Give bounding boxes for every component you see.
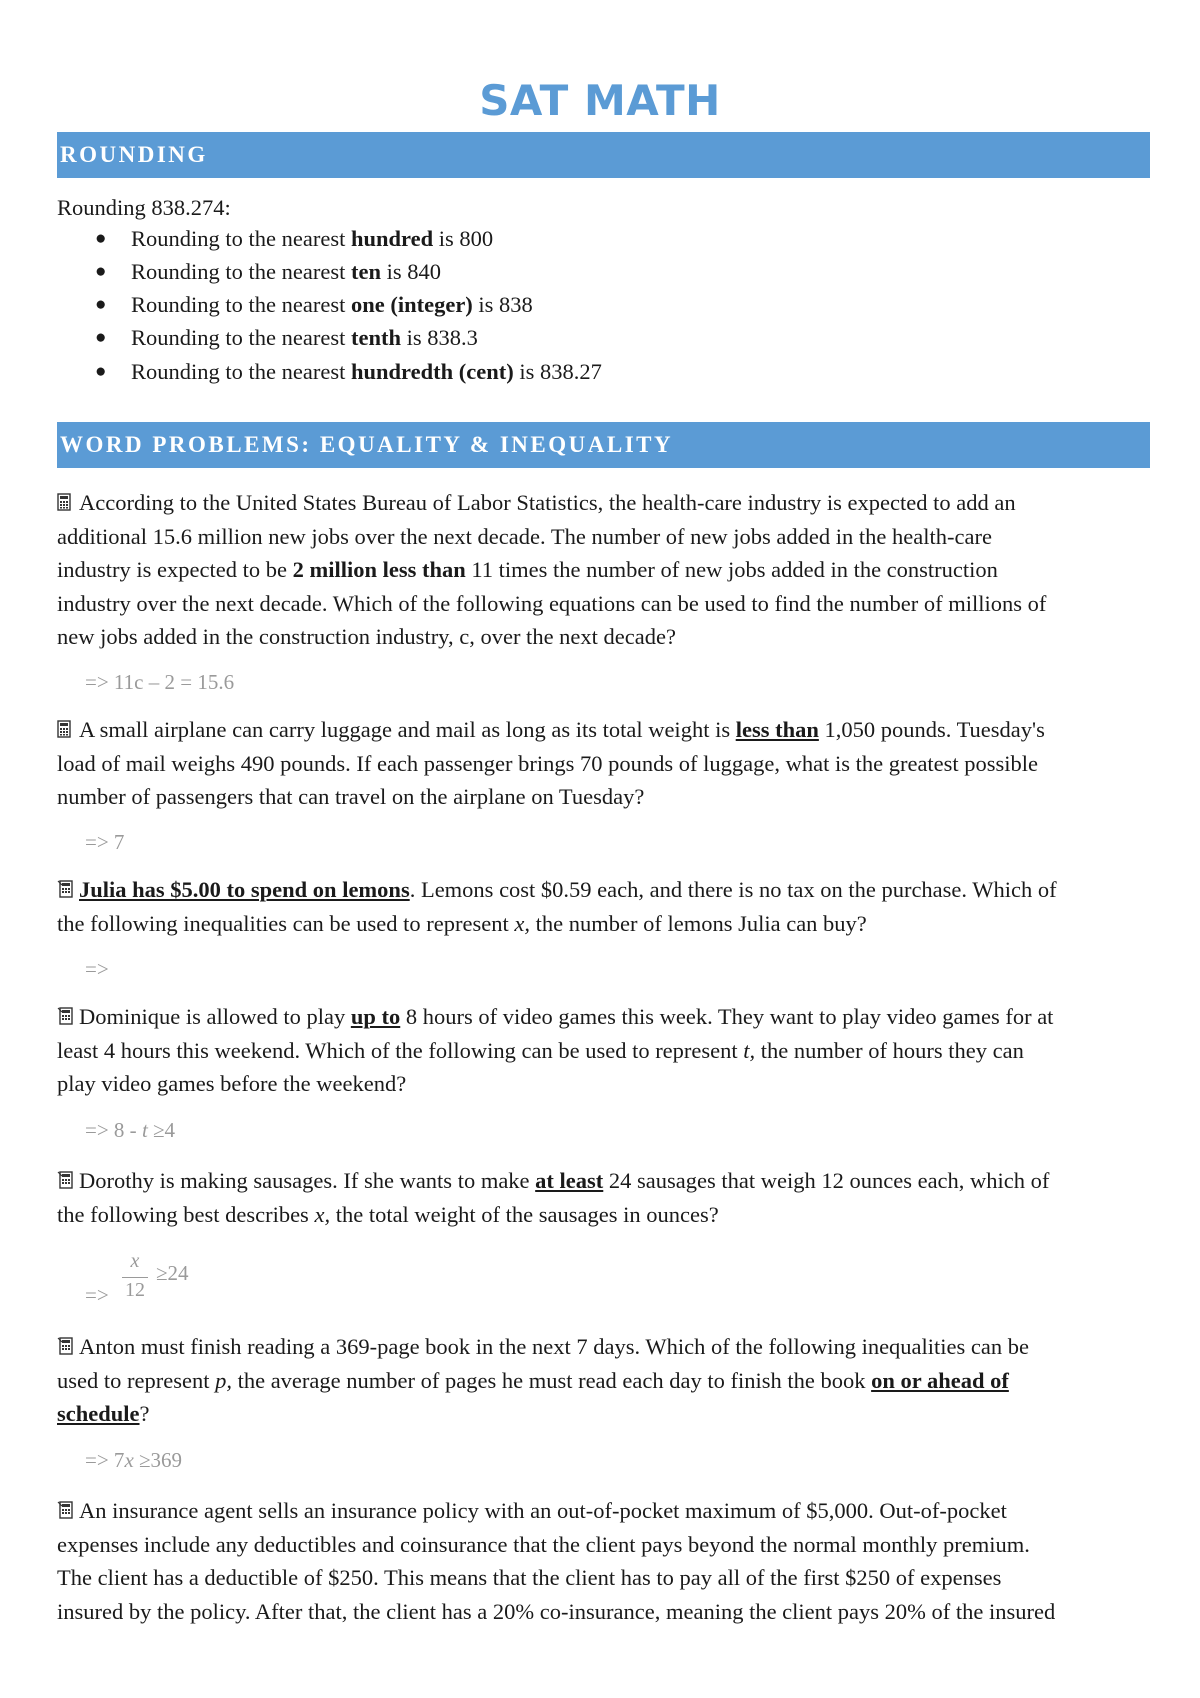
bullet-dot: ●: [95, 294, 107, 315]
rounding-item: Rounding to the nearest tenth is 838.3: [131, 325, 478, 350]
rounding-item: Rounding to the nearest one (integer) is 838: [131, 292, 533, 317]
problem-1: According to the United States Bureau of Labor Statistics, the health-care industry is expected to add an additional 15.6 million new jobs over the next decade. The number of new jobs added in the health-care industry is expected to be 2 million less than 11 times the number of new jobs added in the construction industry over the next decade. Which of the following equations can be used to find the number of millions of new jobs added in the construction industry, c, over the next decade?: [57, 490, 1047, 649]
section-header-word-problems: WORD PROBLEMS: EQUALITY & INEQUALITY: [57, 422, 1150, 468]
page-title: SAT MATH: [479, 76, 721, 125]
problem-7: An insurance agent sells an insurance policy with an out-of-pocket maximum of $5,000. Out-of-pocket expenses include any deductibles and coinsurance that the client pays beyond the normal monthly premium. The client has a deductible of $250. This means that the client has to pay all of the first $250 of expenses insured by the policy. After that, the client has a 20% co-insurance, meaning the client pays 20% of the insured: [57, 1498, 1056, 1624]
rounding-item: Rounding to the nearest hundred is 800: [131, 226, 494, 251]
answer-1: => 11c – 2 = 15.6: [85, 670, 235, 694]
bullet-dot: ●: [95, 327, 107, 348]
answer-6: => 7x ≥369: [85, 1448, 183, 1472]
rounding-item: Rounding to the nearest ten is 840: [131, 259, 441, 284]
bullet-dot: ●: [95, 361, 107, 382]
bullet-dot: ●: [95, 261, 107, 282]
calculator-icon: [57, 1007, 73, 1025]
bullet-dot: ●: [95, 228, 107, 249]
answer-5-prefix: =>: [85, 1283, 109, 1307]
problem-2: A small airplane can carry luggage and mail as long as its total weight is less than 1,050 pounds. Tuesday's load of mail weighs 490 pounds. If each passenger brings 70 pounds of luggage, what is the greatest possible number of passengers that can travel on the airplane on Tuesday?: [57, 717, 1045, 809]
calculator-icon: [57, 1501, 73, 1519]
answer-2: => 7: [85, 830, 125, 854]
fraction-denominator: 12: [125, 1279, 145, 1301]
problem-6: Anton must finish reading a 369-page book in the next 7 days. Which of the following inequalities can be used to represent p, the average number of pages he must read each day to finish the book on or ahead of schedule?: [57, 1334, 1029, 1426]
answer-5-post: ≥24: [156, 1261, 189, 1285]
section-header-rounding: ROUNDING: [57, 132, 1150, 178]
calculator-icon: [57, 493, 73, 511]
answer-4: => 8 - t ≥4: [85, 1118, 176, 1142]
problem-4: Dominique is allowed to play up to 8 hours of video games this week. They want to play video games for at least 4 hours this weekend. Which of the following can be used to represent t, the number of hours they can play video games before the weekend?: [57, 1004, 1054, 1096]
problem-3: Julia has $5.00 to spend on lemons. Lemons cost $0.59 each, and there is no tax on the purchase. Which of the following inequalities can be used to represent x, the number of lemons Julia can buy?: [57, 877, 1057, 936]
calculator-icon: [57, 1337, 73, 1355]
fraction-bar: [122, 1277, 148, 1278]
fraction-numerator: x: [130, 1250, 140, 1272]
problem-5: Dorothy is making sausages. If she wants to make at least 24 sausages that weigh 12 ounces each, which of the following best describes x, the total weight of the sausages in ounces?: [57, 1168, 1050, 1227]
calculator-icon: [57, 880, 73, 898]
rounding-item: Rounding to the nearest hundredth (cent) is 838.27: [131, 359, 602, 384]
calculator-icon: [57, 720, 73, 738]
calculator-icon: [57, 1171, 73, 1189]
answer-3: =>: [85, 957, 109, 981]
rounding-intro: Rounding 838.274:: [57, 195, 231, 220]
